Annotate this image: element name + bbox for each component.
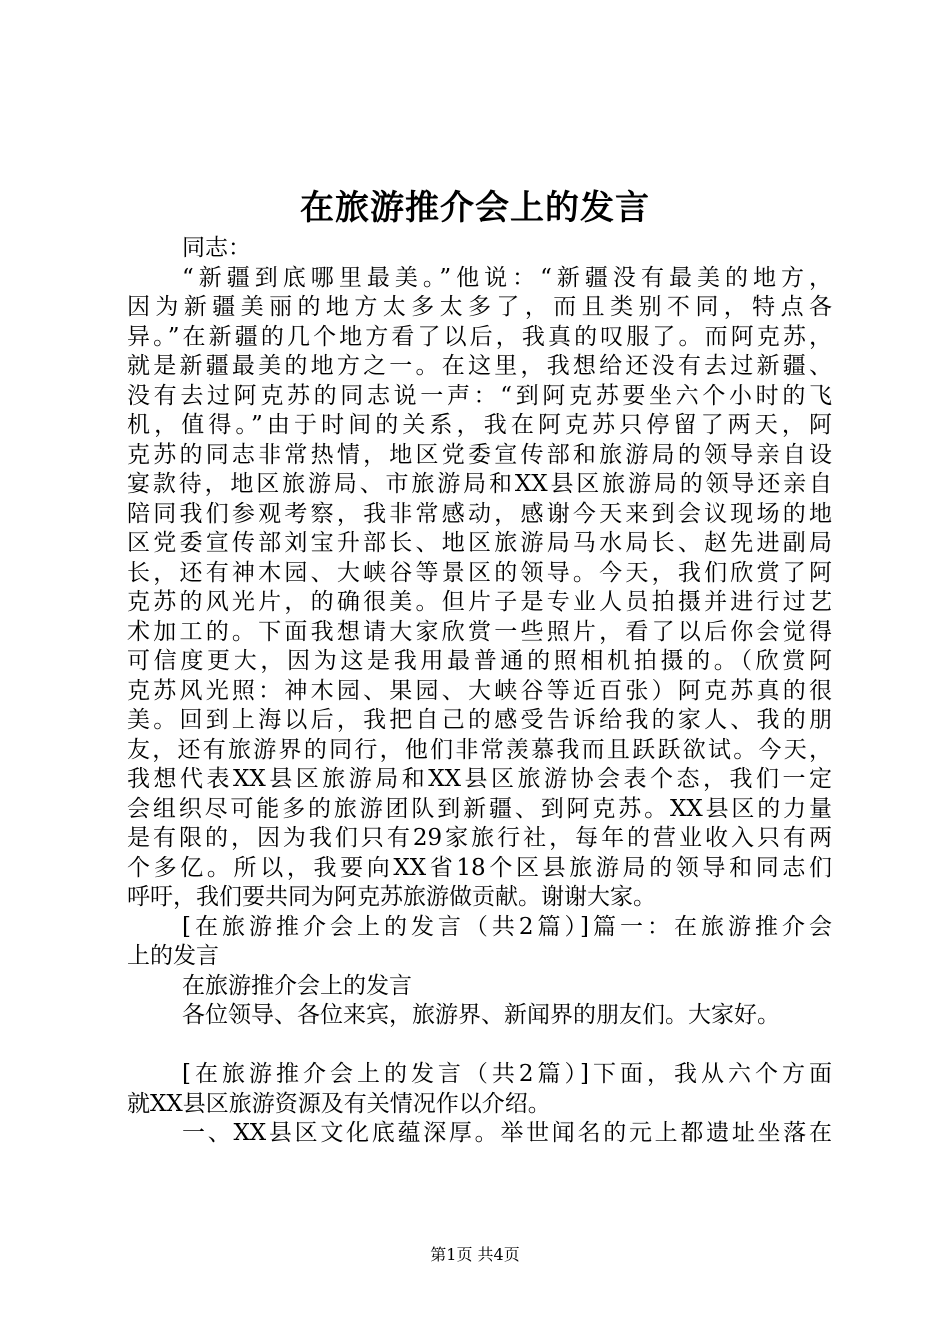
body-line: 会组织尽可能多的旅游团队到新疆、到阿克苏。XX县区的力量 xyxy=(127,795,832,822)
document-body xyxy=(127,234,832,1149)
body-line: 克苏风光照：神木园、果园、大峡谷等近百张）阿克苏真的很 xyxy=(127,677,832,704)
body-line: 陪同我们参观考察，我非常感动，感谢今天来到会议现场的地 xyxy=(127,500,832,527)
body-line: 就是新疆最美的地方之一。在这里，我想给还没有去过新疆、 xyxy=(127,353,832,379)
body-line: 克苏的同志非常热情，地区党委宣传部和旅游局的领导亲自设 xyxy=(127,441,832,468)
body-line: 克苏的风光片，的确很美。但片子是专业人员拍摄并进行过艺 xyxy=(127,589,832,615)
body-line: 呼吁，我们要共同为阿克苏旅游做贡献。谢谢大家。 xyxy=(127,884,656,910)
body-line: 同志： xyxy=(182,235,251,261)
body-line: 可信度更大，因为这是我用最普通的照相机拍摄的。（欣赏阿 xyxy=(127,648,832,674)
body-line: 上的发言 xyxy=(127,943,219,969)
body-line: 是有限的，因为我们只有29家旅行社，每年的营业收入只有两 xyxy=(127,825,832,851)
body-line: 术加工的。下面我想请大家欣赏一些照片，看了以后你会觉得 xyxy=(127,618,832,645)
body-line: 因为新疆美丽的地方太多太多了，而且类别不同，特点各 xyxy=(127,294,832,320)
body-line: [在旅游推介会上的发言（共2篇）]篇一：在旅游推介会 xyxy=(182,913,832,940)
body-line: “新疆到底哪里最美。”他说：“新疆没有最美的地方， xyxy=(182,264,832,291)
body-line: 各位领导、各位来宾，旅游界、新闻界的朋友们。大家好。 xyxy=(182,1002,780,1028)
document-title: 在旅游推介会上的发言 xyxy=(300,188,650,228)
body-line: 友，还有旅游界的同行，他们非常羡慕我而且跃跃欲试。今天， xyxy=(127,736,832,763)
body-line: 宴款待，地区旅游局、市旅游局和XX县区旅游局的领导还亲自 xyxy=(127,471,832,497)
blank-line xyxy=(127,1031,832,1061)
body-line: 机，值得。”由于时间的关系，我在阿克苏只停留了两天，阿 xyxy=(127,412,832,438)
body-line: 异。”在新疆的几个地方看了以后，我真的叹服了。而阿克苏， xyxy=(127,323,832,350)
body-line: [在旅游推介会上的发言（共2篇）]下面，我从六个方面 xyxy=(182,1061,832,1087)
body-line: 我想代表XX县区旅游局和XX县区旅游协会表个态，我们一定 xyxy=(127,766,832,792)
body-line: 区党委宣传部刘宝升部长、地区旅游局马水局长、赵先进副局 xyxy=(127,530,832,556)
body-line: 在旅游推介会上的发言 xyxy=(182,972,412,999)
body-line: 没有去过阿克苏的同志说一声：“到阿克苏要坐六个小时的飞 xyxy=(127,382,832,409)
page-number-footer: 第1页 共4页 xyxy=(430,1245,520,1264)
body-line: 就XX县区旅游资源及有关情况作以介绍。 xyxy=(127,1090,551,1117)
body-line: 一、XX县区文化底蕴深厚。举世闻名的元上都遗址坐落在 xyxy=(182,1120,832,1146)
body-line: 长，还有神木园、大峡谷等景区的领导。今天，我们欣赏了阿 xyxy=(127,559,832,586)
body-line: 个多亿。所以，我要向XX省18个区县旅游局的领导和同志们 xyxy=(127,854,832,881)
body-line: 美。回到上海以后，我把自己的感受告诉给我的家人、我的朋 xyxy=(127,707,832,733)
